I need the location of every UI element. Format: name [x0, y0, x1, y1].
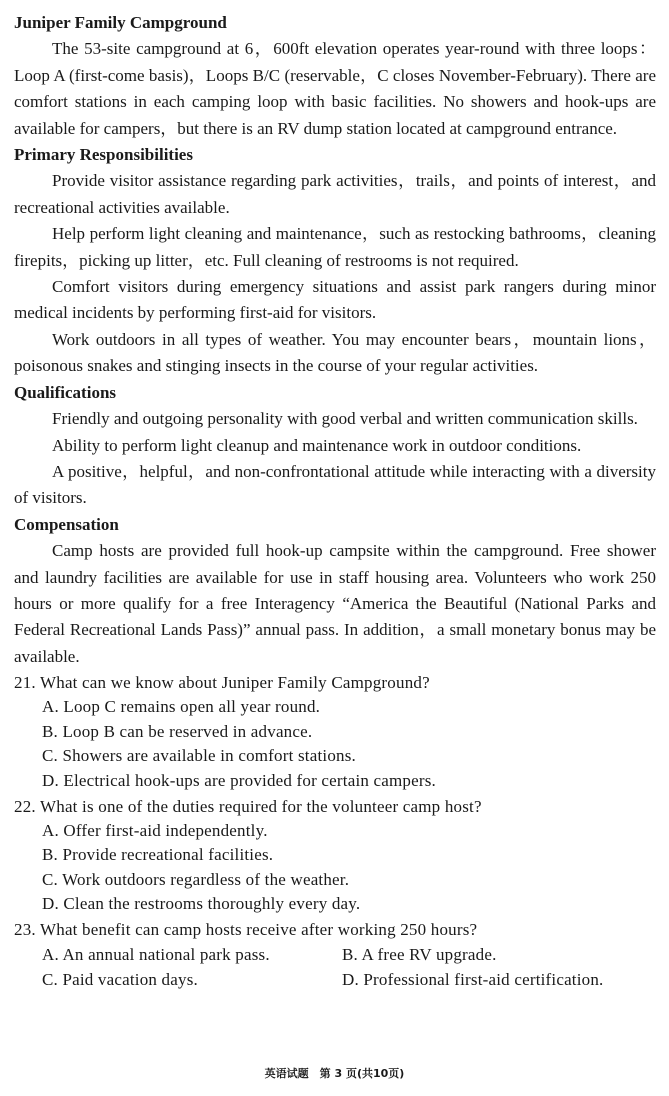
answer-option: A. An annual national park pass. [42, 944, 270, 964]
section-heading: Compensation [14, 514, 119, 534]
page-footer: 英语试题 第 3 页(共10页) [264, 1067, 405, 1080]
paragraph: Help perform light cleaning and maintenance，such as restocking bathrooms，cleaning firepits，picking up litter，etc. Full cleaning of restrooms is not required. [14, 224, 656, 270]
section-campground [14, 10, 656, 142]
answer-option: D. Electrical hook-ups are provided for certain campers. [42, 770, 437, 790]
question-stem: 22. What is one of the duties required for the volunteer camp host? [14, 796, 482, 816]
paragraph: A positive，helpful，and non-confrontational attitude while interacting with a diversity of visitors. [14, 461, 656, 508]
answer-option: B. Loop B can be reserved in advance. [42, 721, 313, 741]
paragraph: Camp hosts are provided full hook-up campsite within the campground. Free shower and laundry facilities are available for use in staff housing area. Volunteers who work 250 hours or more qualify for a free Interagency “America the Beautiful (National Parks and Federal Recreational Lands Pass)” annual pass. In addition，a small monetary bonus may be available. [14, 541, 656, 666]
section-responsibilities [14, 142, 656, 380]
paragraph: The 53-site campground at 6，600ft elevation operates year-round with three loops：Loop A (first-come basis)，Loops B/C (reservable，C closes November-February). There are comfort stations in each camping loop with basic facilities. No showers and hook-ups are available for campers，but there is an RV dump station located at campground entrance. [14, 39, 656, 138]
question-21 [14, 670, 656, 793]
answer-option: A. Loop C remains open all year round. [42, 697, 321, 717]
question-22 [14, 794, 656, 917]
answer-option: A. Offer first-aid independently. [42, 820, 268, 840]
answer-option-row [42, 942, 656, 967]
question-stem: 23. What benefit can camp hosts receive after working 250 hours? [14, 919, 478, 939]
answer-option-row [42, 967, 656, 992]
answer-option: B. Provide recreational facilities. [42, 845, 274, 865]
answer-option: C. Showers are available in comfort stations. [42, 746, 356, 766]
exam-page [14, 10, 656, 992]
paragraph: Ability to perform light cleanup and maintenance work in outdoor conditions. [52, 435, 582, 455]
paragraph: Comfort visitors during emergency situations and assist park rangers during minor medical incidents by performing first-aid for visitors. [14, 277, 656, 323]
answer-option: D. Professional first-aid certification. [342, 969, 604, 989]
answer-option: C. Work outdoors regardless of the weather. [42, 869, 350, 889]
answer-option: C. Paid vacation days. [42, 969, 198, 989]
paragraph: Work outdoors in all types of weather. You may encounter bears，mountain lions，poisonous snakes and stinging insects in the course of your regular activities. [14, 329, 656, 376]
question-23 [14, 917, 656, 992]
paragraph: Provide visitor assistance regarding park activities，trails，and points of interest，and recreational activities available. [14, 171, 656, 217]
section-heading: Primary Responsibilities [14, 145, 193, 165]
section-compensation [14, 512, 656, 670]
section-qualifications [14, 380, 656, 512]
section-heading: Juniper Family Campground [14, 13, 227, 32]
section-heading: Qualifications [14, 382, 117, 402]
question-stem: 21. What can we know about Juniper Family Campground? [14, 673, 430, 693]
paragraph: Friendly and outgoing personality with good verbal and written communication skills. [52, 409, 638, 429]
answer-option: B. A free RV upgrade. [342, 944, 497, 964]
answer-option: D. Clean the restrooms thoroughly every day. [42, 894, 361, 914]
